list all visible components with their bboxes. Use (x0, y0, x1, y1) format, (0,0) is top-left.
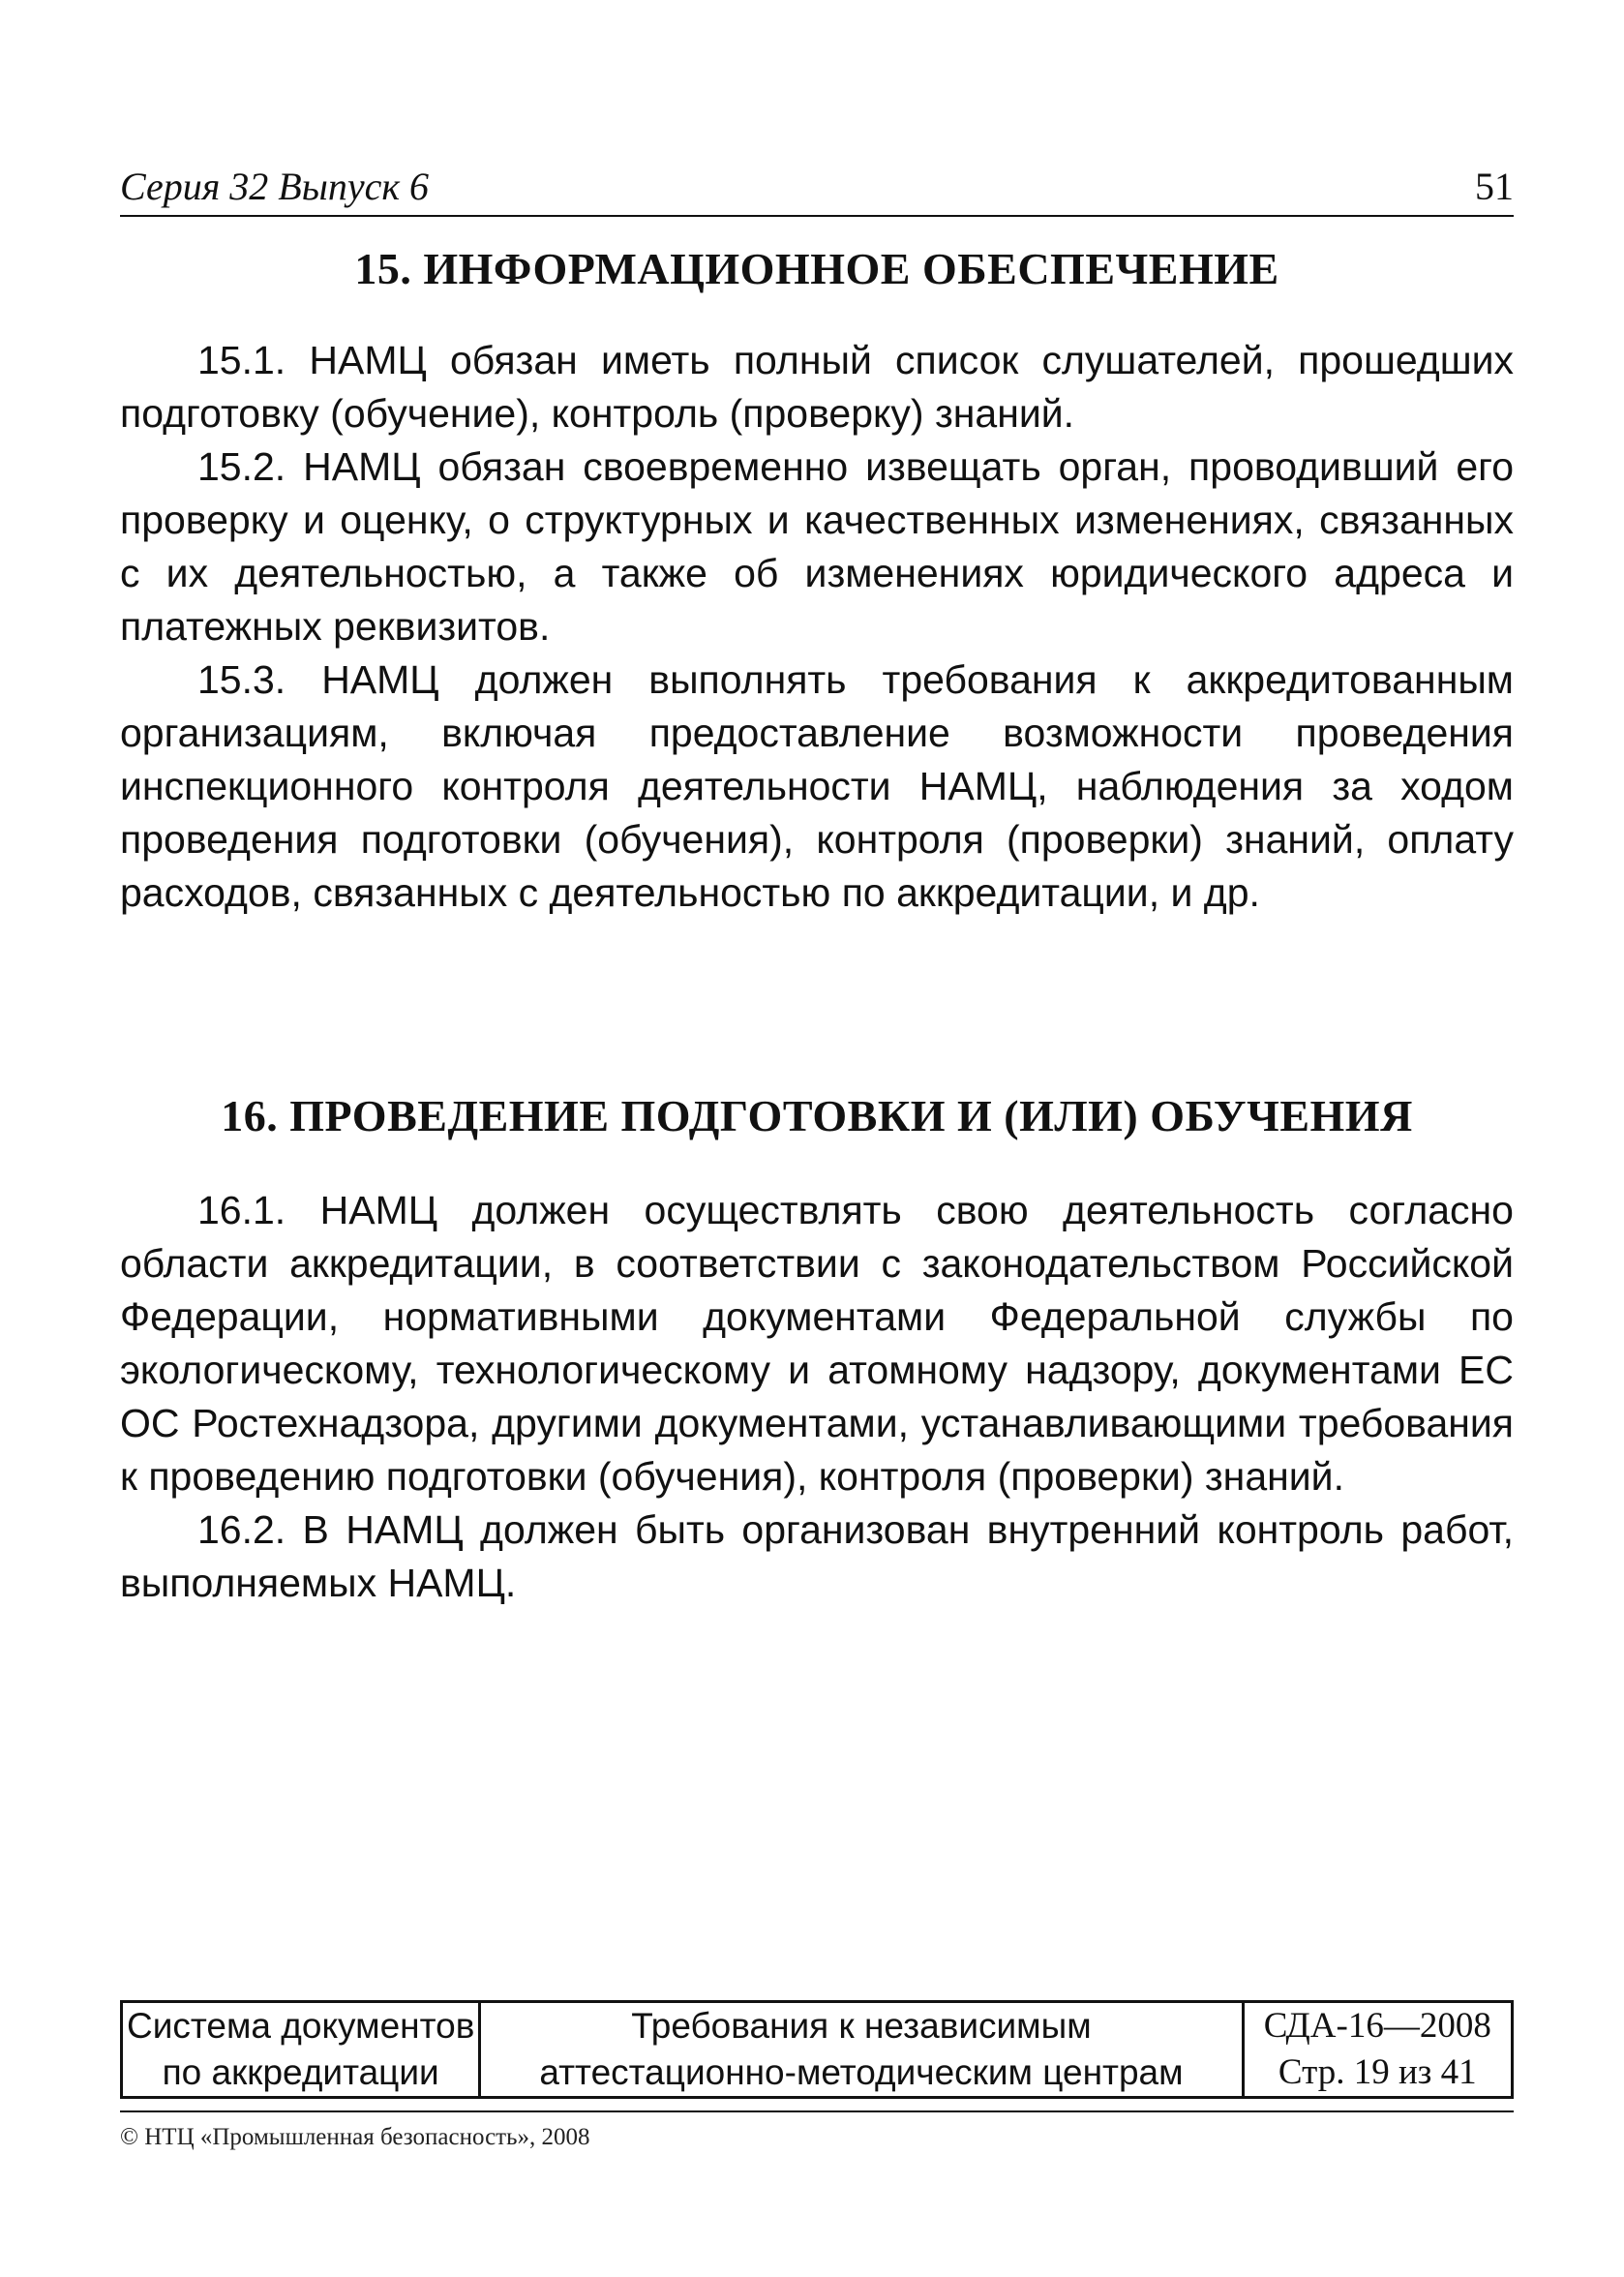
document-info-table (120, 2000, 1514, 2099)
footer-divider (120, 2110, 1514, 2112)
doc-code-cell (1243, 2002, 1512, 2098)
doc-title-cell (480, 2002, 1243, 2098)
paragraph-15-1: 15.1. НАМЦ обязан иметь полный список слушателей, прошедших подготовку (обучение), контроль (проверку) знаний. (120, 338, 1514, 436)
doc-system-cell (122, 2002, 480, 2098)
paragraph-16-2: 16.2. В НАМЦ должен быть организован внутренний контроль работ, выполняемых НАМЦ. (120, 1507, 1514, 1605)
section-16-body (120, 1184, 1514, 1610)
section-15-title: 15. ИНФОРМАЦИОННОЕ ОБЕСПЕЧЕНИЕ (354, 244, 1279, 293)
section-16-title: 16. ПРОВЕДЕНИЕ ПОДГОТОВКИ И (ИЛИ) ОБУЧЕНИЯ (221, 1091, 1413, 1140)
section-15-body (120, 334, 1514, 920)
doc-code: СДА-16—2008 (1263, 2006, 1491, 2046)
paragraph-15-2: 15.2. НАМЦ обязан своевременно извещать орган, проводивший его проверку и оценку, о структурных и качественных изменениях, связанных с их деятельностью, а также об изменениях юридического адреса и платежных реквизитов. (120, 444, 1514, 649)
doc-system-line-2: по аккредитации (162, 2052, 439, 2092)
page-header (120, 163, 1514, 217)
series-label: Серия 32 Выпуск 6 (120, 165, 430, 208)
doc-page-ref: Стр. 19 из 41 (1278, 2052, 1477, 2092)
page-number: 51 (1475, 165, 1514, 208)
copyright-notice: © НТЦ «Промышленная безопасность», 2008 (120, 2124, 590, 2150)
doc-title-line-2: аттестационно-методическим центрам (539, 2052, 1184, 2092)
paragraph-15-3: 15.3. НАМЦ должен выполнять требования к аккредитованным организациям, включая предоставление возможности проведения инспекционного контроля деятельности НАМЦ, наблюдения за ходом проведения подготовки (обучения), контроля (проверки) знаний, оплату расходов, связанных с деятельностью по аккредитации, и др. (120, 657, 1514, 915)
doc-system-line-1: Система документов (127, 2006, 475, 2046)
paragraph-16-1: 16.1. НАМЦ должен осуществлять свою деятельность согласно области аккредитации, в соответствии с законодательством Российской Федерации, нормативными документами Федеральной службы по экологическому, технологическому и атомному надзору, документами ЕС ОС Ростехнадзора, другими документами, устанавливающими требования к проведению подготовки (обучения), контроля (проверки) знаний. (120, 1188, 1514, 1499)
doc-title-line-1: Требования к независимым (631, 2006, 1092, 2046)
